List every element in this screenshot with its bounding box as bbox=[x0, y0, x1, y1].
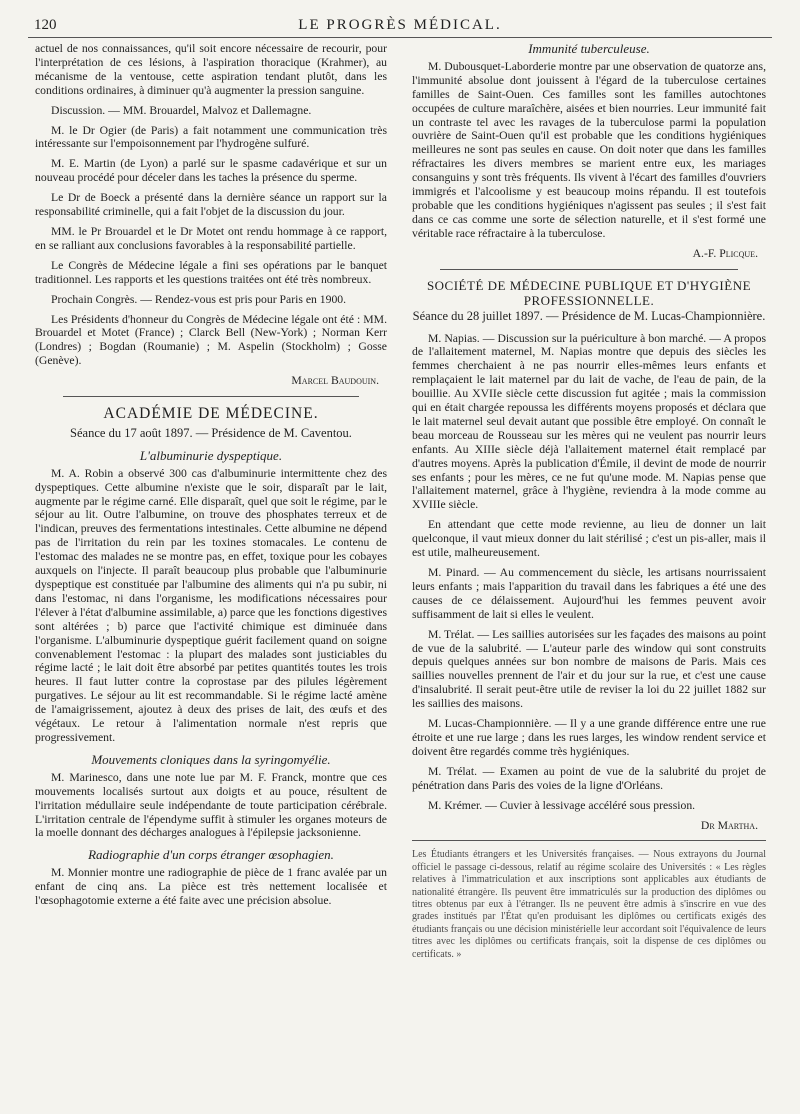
page-header bbox=[28, 15, 772, 38]
subsection-title: Mouvements cloniques dans la syringomyélie. bbox=[91, 751, 331, 767]
subsection-title: Radiographie d'un corps étranger œsophagien. bbox=[88, 847, 334, 863]
paragraph: M. le Dr Ogier (de Paris) a fait notamment une communication très intéressante sur l'empoisonnement par l'hydrogène sulfuré. bbox=[35, 123, 387, 151]
journal-title: LE PROGRÈS MÉDICAL. bbox=[298, 17, 502, 33]
paragraph: MM. le Pr Brouardel et le Dr Motet ont rendu hommage à ce rapport, en se ralliant aux conclusions favorables à la responsabilité partielle. bbox=[35, 224, 387, 252]
subsection-title: Immunité tuberculeuse. bbox=[528, 41, 650, 56]
signature: Dr Martha. bbox=[700, 818, 758, 832]
paragraph: M. Monnier montre une radiographie de pièce de 1 franc avalée par un enfant de cinq ans. La pièce est très nettement localisée et l'œsophagotomie externe a été faite avec une précision absolue. bbox=[35, 866, 387, 908]
paragraph: M. Marinesco, dans une note lue par M. F. Franck, montre que ces mouvements localisés surtout aux doigts et au pouce, résultent de l'irritation médullaire seule indépendante de toute participation cérébrale. L'irritation centrale de l'épendyme suffit à stimuler les organes moteurs de la moelle donnant des décharges analogues à l'épilepsie jacksonienne. bbox=[35, 770, 387, 840]
paragraph: Prochain Congrès. — Rendez-vous est pris pour Paris en 1900. bbox=[51, 292, 347, 306]
paragraph: M. Lucas-Championnière. — Il y a une grande différence entre une rue étroite et une rue large ; dans les rues larges, les window rendent service et doivent être regardés comme très hygiéniques. bbox=[412, 717, 766, 758]
paragraph: M. E. Martin (de Lyon) a parlé sur le spasme cadavérique et sur un nouveau procédé pour déceler dans les taches la présence du sperme. bbox=[35, 157, 387, 185]
page-number: 120 bbox=[34, 17, 57, 33]
session-line: Séance du 28 juillet 1897. — Présidence de M. Lucas-Championnière. bbox=[412, 308, 766, 323]
signature: Marcel Baudouin. bbox=[291, 374, 379, 388]
divider bbox=[440, 269, 738, 270]
paragraph: Le Congrès de Médecine légale a fini ses opérations par le banquet traditionnel. Les rapports et les questions traitées ont été très nombreux. bbox=[35, 258, 387, 286]
left-column bbox=[35, 42, 387, 914]
signature: A.-F. Plicque. bbox=[692, 246, 758, 260]
subsection-title: L'albuminurie dyspeptique. bbox=[139, 447, 283, 463]
paragraph: M. Trélat. — Examen au point de vue de la salubrité du projet de pénétration dans Paris des voies de la ligne d'Orléans. bbox=[412, 764, 766, 792]
section-title: ACADÉMIE DE MÉDECINE. bbox=[103, 405, 319, 423]
paragraph: M. Trélat. — Les saillies autorisées sur les façades des maisons au point de vue de la salubrité. — L'auteur parle des window qui sont construits depuis quelques années sur bon nombre de maisons de Paris. Mais ces saillies nouvelles prennent de l'air et du jour sur la rue, et c'est une cause d'insalubrité. Il serait peut-être utile de reviser la loi du 22 juillet 1882 sur les saillies des maisons. bbox=[412, 627, 766, 711]
paragraph: Discussion. — MM. Brouardel, Malvoz et Dallemagne. bbox=[51, 103, 312, 117]
paragraph: Les Présidents d'honneur du Congrès de Médecine légale ont été : MM. Brouardel et Motet (France) ; Clarck Bell (New-York) ; Norman Kerr (Londres) ; Bogdan (Roumanie) ; M. Aspelin (Stockholm) ; Gosse (Genève). bbox=[35, 312, 387, 368]
divider bbox=[63, 396, 359, 397]
paragraph: actuel de nos connaissances, qu'il soit encore nécessaire de recourir, pour l'interprétation de ces lésions, à l'aspiration thoracique (Krahmer), au mécanisme de la ventouse, cette aspiration tendant plutôt, dans les conditions ordinaires, à diminuer qu'à augmenter la pression sanguine. bbox=[35, 42, 387, 97]
divider bbox=[412, 840, 766, 841]
right-column bbox=[412, 42, 766, 961]
notice-paragraph: Les Étudiants étrangers et les Universités françaises. — Nous extrayons du Journal officiel le passage ci-dessous, relatif au régime scolaire des Universités : « Les règles relatives à l'immatriculation et aux inscriptions sont applicables aux étudiants de nationalité étrangère. Ils peuvent être immatriculés sur la production des diplômes ou titres obtenus par eux à l'étranger. Ils ne peuvent être admis à s'inscrire en vue des grades institués par l'État qu'en produisant les diplômes ou certificats exigés des étudiants français ou une décision ministérielle leur accordant soit l'équivalence de leurs titres avec les diplômes ou certificats français, soit la dispense de ces diplômes ou certificats. » bbox=[412, 849, 766, 960]
paragraph: M. Napias. — Discussion sur la puériculture à bon marché. — A propos de l'allaitement maternel, M. Napias montre que depuis des siècles les femmes cherchaient à ne pas nourrir elles-mêmes leurs enfants et remplaçaient le lait maternel par du lait de vache, de l'eau de pain, de la bouillie. Au XVIIe siècle cette discussion fut agitée ; mais la commission qui en était chargée repoussa les différents moyens proposés et déclara que le lait maternel seul devait autant que possible être employé. On connaît le beau morceau de Rousseau sur les mères qui ne veulent pas nourrir leurs enfants. Au XIIIe siècle déjà l'allaitement maternel était remplacé par d'autres moyens. Après la publication d'Émile, il devint de mode de nourrir ses enfants ; pour les mères, ce ne fut qu'une mode. M. Napias pense que l'allaitement maternel, grâce à l'hygiène, reviendra à la mode comme au XVIIIe siècle. bbox=[412, 331, 766, 512]
paragraph: M. Dubousquet-Laborderie montre par une observation de quatorze ans, l'immunité absolue dont jouissent à l'égard de la tuberculose certaines familles de Saint-Ouen. Ces familles sont les familles autochtones occupées de culture maraîchère, aisées et bien nourries. Leur immunité fait un contraste tel avec les ravages de la tuberculose parmi la population ouvrière de Saint-Ouen qu'il est probable que les conditions hygiéniques meilleures ne sont pas seules en cause. On doit noter que dans les familles réfractaires les divers membres se marient entre eux, les mariages consanguins y sont très fréquents. Ils vivent à l'écart des familles d'ouvriers immigrés et l'alcoolisme y est beaucoup moins répandu. Il est toutefois probable que les conditions hygiéniques n'agissent pas seules ; il s'est fait dans ce cas comme une sorte de sélection naturelle, et il s'est formé une véritable race réfractaire à la tuberculose. bbox=[412, 59, 766, 240]
paragraph: Le Dr de Boeck a présenté dans la dernière séance un rapport sur la responsabilité criminelle, qui a fait l'objet de la discussion du jour. bbox=[35, 191, 387, 219]
paragraph: M. A. Robin a observé 300 cas d'albuminurie intermittente chez des dyspeptiques. Cette albumine n'existe que le soir, disparaît par le lait, augmente par le régime carné. Elle disparaît, quel que soit le régime, par le séjour au lit. Outre l'albumine, on trouve des phosphates terreux et de l'indican, preuves des fermentations intestinales. Cette albumine ne dépend pas de l'irritation du rein par les toxines stomacales. Le contenu de l'estomac des malades ne se montre pas, en effet, toxique pour les cobayes auxquels on l'injecte. Il paraît beaucoup plus probable que l'albuminurie dyspeptique est constituée par l'albumine des aliments qui n'a pu subir, ni dans l'estomac, ni dans l'organisme, les modifications nécessaires pour l'élever à l'état d'albumine assimilable, a) parce que les fonctions digestives sont altérées ; b) parce que l'activité chimique est diminuée dans l'organisme. L'albuminurie dyspeptique guérit facilement quand on soigne convenablement l'estomac : la plupart des malades sont justiciables du régime lacté ; le lait doit être absorbé par petites quantités toutes les trois heures. Il faut lutter contre la coprostase par des pilules légèrement purgatives. Le séjour au lit est recommandable. Si le régime lacté amène de l'amaigrissement, ajoutez à deux des prises de lait, des œufs et des végétaux. Le retour à l'alimentation normale n'est repris que progressivement. bbox=[35, 466, 387, 744]
session-line: Séance du 17 août 1897. — Présidence de M. Caventou. bbox=[70, 425, 352, 440]
section-title: SOCIÉTÉ DE MÉDECINE PUBLIQUE ET D'HYGIÈNE PROFESSIONNELLE. bbox=[426, 277, 752, 308]
paragraph: M. Pinard. — Au commencement du siècle, les artisans nourrissaient leurs enfants ; mais l'apparition du travail dans les fabriques a été une des causes de ce délaissement. Aujourd'hui les femmes peuvent avoir suffisamment de lait si elles le veulent. bbox=[412, 566, 766, 621]
paragraph: M. Krémer. — Cuvier à lessivage accéléré sous pression. bbox=[428, 798, 696, 812]
paragraph: En attendant que cette mode revienne, au lieu de donner un lait quelconque, il vaut mieux donner du lait stérilisé ; c'est un pis-aller, mais il est utile, malheureusement. bbox=[412, 518, 766, 560]
